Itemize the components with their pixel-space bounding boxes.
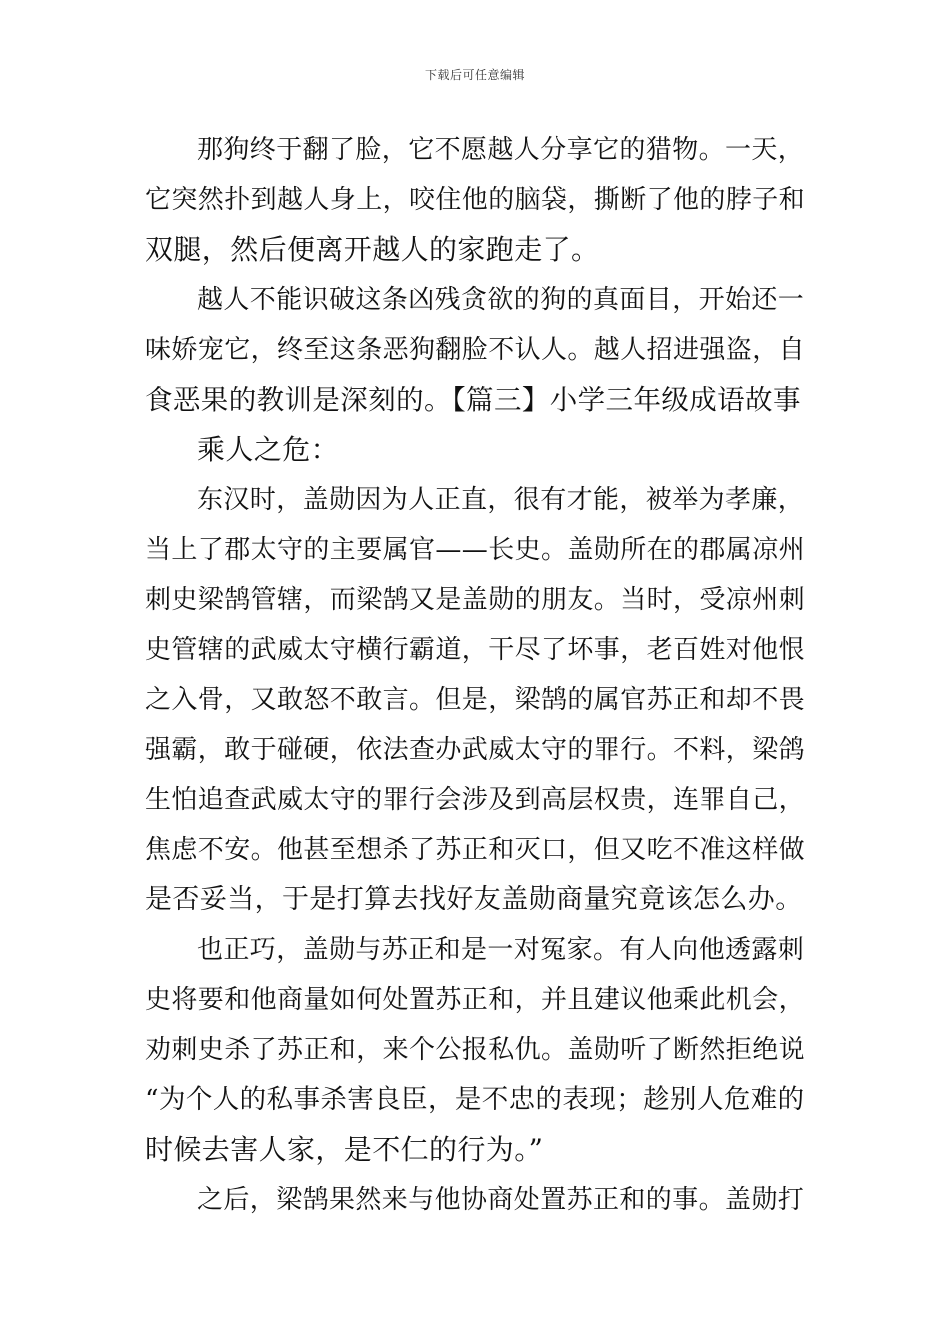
text-line: 生怕追查武威太守的罪行会涉及到高层权贵，连罪自己， [145,785,806,815]
text-line: 乘人之危： [197,433,340,466]
text-line: 之入骨，又敢怒不敢言。但是，梁鹄的属官苏正和却不畏 [145,685,806,715]
text-line: 强霸，敢于碰硬，依法查办武威太守的罪行。不料，梁鸽 [145,735,806,765]
text-line: 焦虑不安。他甚至想杀了苏正和灭口，但又吃不准这样做 [145,835,806,865]
page-header: 下载后可任意编辑 [424,68,525,82]
body-text [145,125,810,1225]
text-line: 当上了郡太守的主要属官——长史。盖勋所在的郡属凉州 [145,535,806,565]
text-line: 那狗终于翻了脸，它不愿越人分享它的猎物。一天， [197,135,805,165]
text-line: 食恶果的教训是深刻的。【篇三】小学三年级成语故事 [145,384,801,416]
text-line: 味娇宠它，终至这条恶狗翻脸不认人。越人招进强盗，自 [145,335,806,365]
text-line: “为个人的私事杀害良臣，是不忠的表现；趁别人危难的 [145,1084,805,1115]
text-line: 越人不能识破这条凶残贪欲的狗的真面目，开始还一 [197,285,805,315]
text-line: 史管辖的武威太守横行霸道，干尽了坏事，老百姓对他恨 [145,635,806,665]
text-line: 东汉时，盖勋因为人正直，很有才能，被举为孝廉， [197,485,805,515]
text-line: 刺史梁鹄管辖，而梁鹄又是盖勋的朋友。当时，受凉州刺 [145,585,806,615]
text-line: 劝刺史杀了苏正和，来个公报私仇。盖勋听了断然拒绝说 [145,1035,806,1065]
text-line: 是否妥当，于是打算去找好友盖勋商量究竟该怎么办。 [145,884,803,915]
text-line: 它突然扑到越人身上，咬住他的脑袋，撕断了他的脖子和 [145,185,806,215]
text-line: 史将要和他商量如何处置苏正和，并且建议他乘此机会， [145,985,806,1015]
text-line: 双腿，然后便离开越人的家跑走了。 [145,233,600,266]
text-line: 也正巧，盖勋与苏正和是一对冤家。有人向他透露刺 [197,935,805,965]
text-line: 时候去害人家，是不仁的行为。” [145,1133,544,1166]
text-line: 之后，梁鹄果然来与他协商处置苏正和的事。盖勋打 [197,1185,805,1215]
